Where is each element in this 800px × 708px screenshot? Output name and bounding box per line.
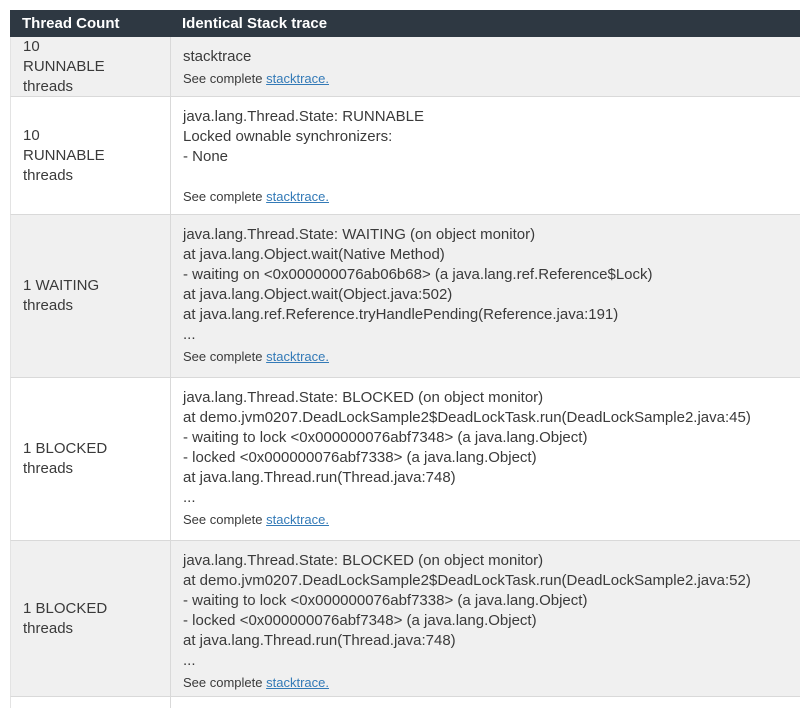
stack-trace-cell bbox=[171, 97, 800, 214]
stack-trace-line: at java.lang.Thread.run(Thread.java:748) bbox=[183, 469, 456, 486]
column-header-thread-count: Thread Count bbox=[22, 15, 120, 32]
stack-trace-line: java.lang.Thread.State: BLOCKED (on object monitor) bbox=[183, 552, 544, 569]
thread-count-cell bbox=[11, 697, 171, 708]
thread-count-cell: 1 BLOCKED threads bbox=[11, 541, 171, 696]
stack-trace-lines bbox=[183, 225, 788, 345]
identical-stacktrace-table bbox=[10, 10, 800, 708]
table-row bbox=[10, 378, 800, 541]
see-complete-line bbox=[183, 188, 788, 205]
stack-trace-line: java.lang.Thread.State: RUNNABLE bbox=[183, 108, 424, 125]
stack-trace-lines bbox=[183, 107, 788, 167]
table-row bbox=[10, 37, 800, 97]
stack-trace-line: stacktrace bbox=[183, 48, 252, 65]
stack-trace-line: - locked <0x000000076abf7348> (a java.lang.Object) bbox=[183, 612, 537, 629]
stack-trace-cell bbox=[171, 37, 800, 96]
thread-count-cell: 10 RUNNABLE threads bbox=[11, 37, 171, 96]
stack-trace-lines bbox=[183, 388, 788, 508]
stack-trace-line: - waiting on <0x000000076ab06b68> (a java.lang.ref.Reference$Lock) bbox=[183, 266, 653, 283]
stack-trace-lines bbox=[183, 47, 788, 67]
see-complete-label: See complete bbox=[183, 675, 263, 690]
stack-trace-cell bbox=[171, 378, 800, 540]
see-complete-label: See complete bbox=[183, 512, 263, 527]
stack-trace-line: at java.lang.Thread.run(Thread.java:748) bbox=[183, 632, 456, 649]
see-complete-label: See complete bbox=[183, 71, 263, 86]
stack-trace-line: ... bbox=[183, 652, 196, 669]
stack-trace-line: ... bbox=[183, 326, 196, 343]
stacktrace-link[interactable]: stacktrace. bbox=[266, 349, 329, 364]
thread-count-cell: 1 BLOCKED threads bbox=[11, 378, 171, 540]
next-row-partial bbox=[10, 697, 800, 708]
thread-count-cell: 1 WAITING threads bbox=[11, 215, 171, 377]
stack-trace-line: at java.lang.ref.Reference.tryHandlePending(Reference.java:191) bbox=[183, 306, 619, 323]
see-complete-line bbox=[183, 348, 788, 365]
stack-trace-line: java.lang.Thread.State: BLOCKED (on object monitor) bbox=[183, 389, 544, 406]
stack-trace-line: at java.lang.Object.wait(Native Method) bbox=[183, 246, 445, 263]
see-complete-label: See complete bbox=[183, 189, 263, 204]
stacktrace-link[interactable]: stacktrace. bbox=[266, 189, 329, 204]
stacktrace-link[interactable]: stacktrace. bbox=[266, 71, 329, 86]
thread-count-cell: 10 RUNNABLE threads bbox=[11, 97, 171, 214]
see-complete-line bbox=[183, 511, 788, 528]
stack-trace-cell bbox=[171, 541, 800, 696]
table-row bbox=[10, 215, 800, 378]
stack-trace-line: at demo.jvm0207.DeadLockSample2$DeadLockTask.run(DeadLockSample2.java:45) bbox=[183, 409, 751, 426]
stack-trace-line: at demo.jvm0207.DeadLockSample2$DeadLockTask.run(DeadLockSample2.java:52) bbox=[183, 572, 751, 589]
table-row bbox=[10, 541, 800, 697]
stacktrace-link[interactable]: stacktrace. bbox=[266, 512, 329, 527]
see-complete-line bbox=[183, 70, 788, 87]
stack-trace-line: java.lang.Thread.State: WAITING (on object monitor) bbox=[183, 226, 536, 243]
see-complete-label: See complete bbox=[183, 349, 263, 364]
stack-trace-line: Locked ownable synchronizers: bbox=[183, 128, 393, 145]
table-row bbox=[10, 97, 800, 215]
table-header-row bbox=[10, 10, 800, 37]
stack-trace-cell bbox=[171, 215, 800, 377]
stack-trace-line: - None bbox=[183, 148, 229, 165]
stack-trace-lines bbox=[183, 551, 788, 671]
column-header-identical-stack-trace: Identical Stack trace bbox=[182, 15, 328, 32]
stack-trace-line: - locked <0x000000076abf7338> (a java.lang.Object) bbox=[183, 449, 537, 466]
stack-trace-line: ... bbox=[183, 489, 196, 506]
stacktrace-link[interactable]: stacktrace. bbox=[266, 675, 329, 690]
stack-trace-line: at java.lang.Object.wait(Object.java:502) bbox=[183, 286, 453, 303]
stack-trace-line: - waiting to lock <0x000000076abf7338> (a java.lang.Object) bbox=[183, 592, 588, 609]
stack-trace-line: - waiting to lock <0x000000076abf7348> (a java.lang.Object) bbox=[183, 429, 588, 446]
see-complete-line bbox=[183, 674, 788, 691]
stack-trace-cell bbox=[171, 697, 800, 708]
